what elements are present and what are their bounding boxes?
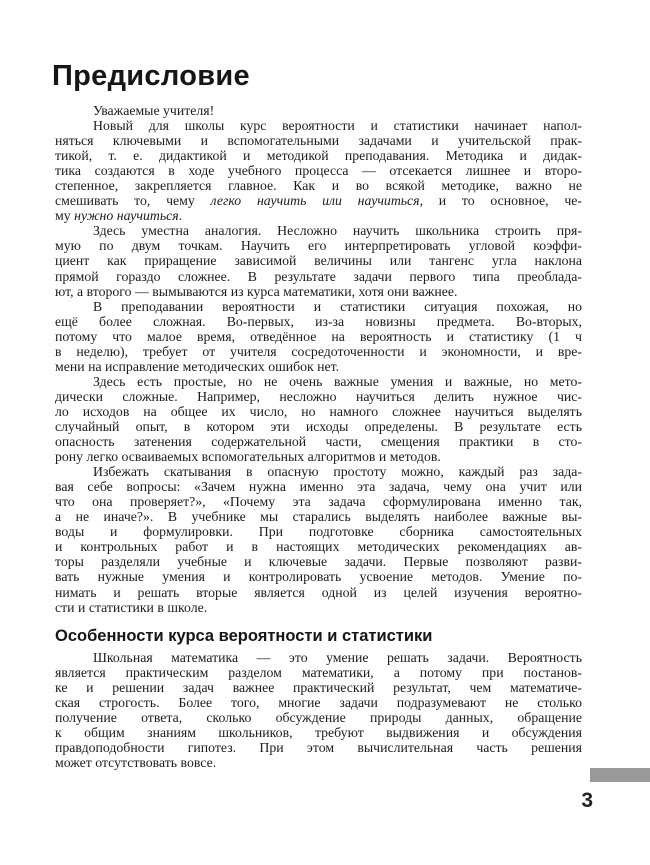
text-segment: , и то основное, че- [419, 193, 582, 209]
text-line [55, 314, 582, 329]
text-segment: . [178, 208, 183, 224]
text-segment: к общим знаниям школьников, требуют выдвижения и обсуждения [55, 724, 582, 740]
text-segment: рону легко осваиваемых вспомогательных алгоритмов и методов. [55, 449, 441, 465]
text-segment: В преподавании вероятности и статистики ситуация похожая, но [93, 298, 582, 314]
text-line [55, 103, 582, 118]
text-line [55, 238, 582, 253]
text-segment: Здесь уместна аналогия. Несложно научить школьника строить пря- [93, 223, 582, 239]
paragraph [55, 118, 582, 223]
text-segment: ют, а второго — вымываются из курса математики, хотя они важнее. [55, 283, 458, 299]
emphasized-text: легко научить или научиться [210, 193, 420, 209]
text-line [55, 569, 582, 584]
text-line [55, 223, 582, 238]
text-line [55, 479, 582, 494]
text-line [55, 725, 582, 740]
paragraph [55, 103, 582, 118]
text-segment: является практическим разделом математики, а потому при постанов- [55, 664, 582, 680]
text-line [55, 464, 582, 479]
text-segment: потому что малое время, отведённое на вероятность и статистику (1 ч [55, 328, 582, 344]
text-segment: получение ответа, сколько обсуждение природы данных, обращение [55, 709, 582, 725]
text-line [55, 269, 582, 284]
text-segment: степенное, закрепляется главное. Как и во всякой методике, важно не [55, 178, 582, 194]
text-line [55, 118, 582, 133]
paragraph [55, 299, 582, 374]
text-segment: а не иначе?». В учебнике мы старались выделять наиболее важные вы- [55, 509, 582, 525]
text-segment: прямой гораздо сложнее. В результате задачи первого типа преоблада- [55, 268, 582, 284]
text-line [55, 755, 582, 770]
text-segment: сти и статистики в школе. [55, 599, 208, 615]
text-line [55, 585, 582, 600]
text-line [55, 284, 582, 299]
text-line [55, 665, 582, 680]
text-segment: может отсутствовать вовсе. [55, 754, 217, 770]
text-line [55, 163, 582, 178]
text-segment: дически сложные. Например, несложно научиться делить нужное чис- [55, 388, 582, 404]
text-segment: что она проверяет?», «Почему эта задача сформулирована именно так, [55, 494, 582, 510]
text-line [55, 434, 582, 449]
text-segment: опасность затенения содержательной части, смещения практики в сто- [55, 434, 582, 450]
text-segment: вать нужные умения и контролировать усвоение методов. Умение по- [55, 569, 582, 585]
text-segment: вая себе вопросы: «Зачем нужна именно эта задача, чему она учит или [55, 479, 582, 495]
text-segment: мую по двум точкам. Научить его интерпретировать угловой коэффи- [55, 238, 582, 254]
text-line [55, 208, 582, 223]
text-segment: и контрольных работ и в настоящих методических рекомендациях ав- [55, 539, 582, 555]
emphasized-text: нужно научиться [74, 208, 179, 224]
body-text [55, 103, 582, 770]
text-segment: ещё более сложная. Во-первых, из-за новизны предмета. Во-вторых, [55, 313, 582, 329]
text-line [55, 299, 582, 314]
text-line [55, 344, 582, 359]
text-segment: торы разделяли учебные и ключевые задачи. Первые позволяют разви- [55, 554, 582, 570]
text-line [55, 404, 582, 419]
section-heading: Особенности курса вероятности и статистики [55, 626, 433, 645]
text-line [55, 389, 582, 404]
text-line [55, 695, 582, 710]
text-line [55, 359, 582, 374]
paragraph [55, 223, 582, 298]
text-line [55, 650, 582, 665]
text-segment: ская строгость. Более того, многие задачи подразумевают не столько [55, 694, 582, 710]
text-line [55, 329, 582, 344]
text-line [55, 178, 582, 193]
text-segment: Новый для школы курс вероятности и статистики начинает напол- [93, 118, 582, 134]
text-segment: случайный опыт, в котором эти исходы определены. В результате есть [55, 418, 582, 434]
text-segment: Уважаемые учителя! [93, 103, 215, 118]
text-line [55, 509, 582, 524]
text-segment: Здесь есть простые, но не очень важные умения и важные, но мето- [93, 373, 582, 389]
text-line [55, 449, 582, 464]
text-segment: в неделю), требует от учителя сосредоточенности и экономности, и вре- [55, 343, 582, 359]
text-line [55, 554, 582, 569]
text-line [55, 680, 582, 695]
text-segment: воды и формулировки. При подготовке сборника самостоятельных [55, 524, 582, 540]
text-line [55, 524, 582, 539]
paragraph [55, 374, 582, 464]
text-segment: тикой, т. е. дидактикой и методикой преподавания. Методика и дидак- [55, 148, 582, 164]
text-line [55, 253, 582, 268]
text-line [55, 374, 582, 389]
text-line [55, 494, 582, 509]
text-segment: тика создаются в ходе учебного процесса — отсекается лишнее и второ- [55, 163, 582, 179]
paragraph [55, 650, 582, 770]
page-number: 3 [581, 789, 593, 812]
text-segment: Школьная математика — это умение решать задачи. Вероятность [93, 649, 582, 665]
text-line [55, 539, 582, 554]
text-segment: правдоподобности гипотез. При этом вычислительная часть решения [55, 739, 582, 755]
text-segment: му [55, 208, 75, 224]
text-line [55, 193, 582, 208]
text-segment: няться ключевыми и вспомогательными задачами и учительской прак- [55, 133, 582, 149]
text-line [55, 600, 582, 615]
text-segment: ло исходов на общее их число, но намного сложнее научиться выделять [55, 403, 582, 419]
text-line [55, 148, 582, 163]
text-segment: Избежать скатывания в опасную простоту можно, каждый раз зада- [93, 464, 582, 480]
page-edge-marker [590, 768, 650, 782]
text-segment: мени на исправление методических ошибок нет. [55, 358, 340, 374]
text-column [52, 60, 582, 770]
text-segment: циент как приращение зависимой величины или тангенс угла наклона [55, 253, 582, 269]
text-line [55, 419, 582, 434]
paragraph [55, 464, 582, 614]
text-line [55, 740, 582, 755]
text-segment: смешивать то, чему [55, 193, 211, 209]
text-segment: ке и решении задач важнее практический результат, чем математиче- [55, 679, 582, 695]
text-line [55, 133, 582, 148]
text-segment: нимать и решать вторые является одной из целей изучения вероятно- [55, 584, 582, 600]
page-title: Предисловие [52, 60, 250, 92]
text-line [55, 710, 582, 725]
